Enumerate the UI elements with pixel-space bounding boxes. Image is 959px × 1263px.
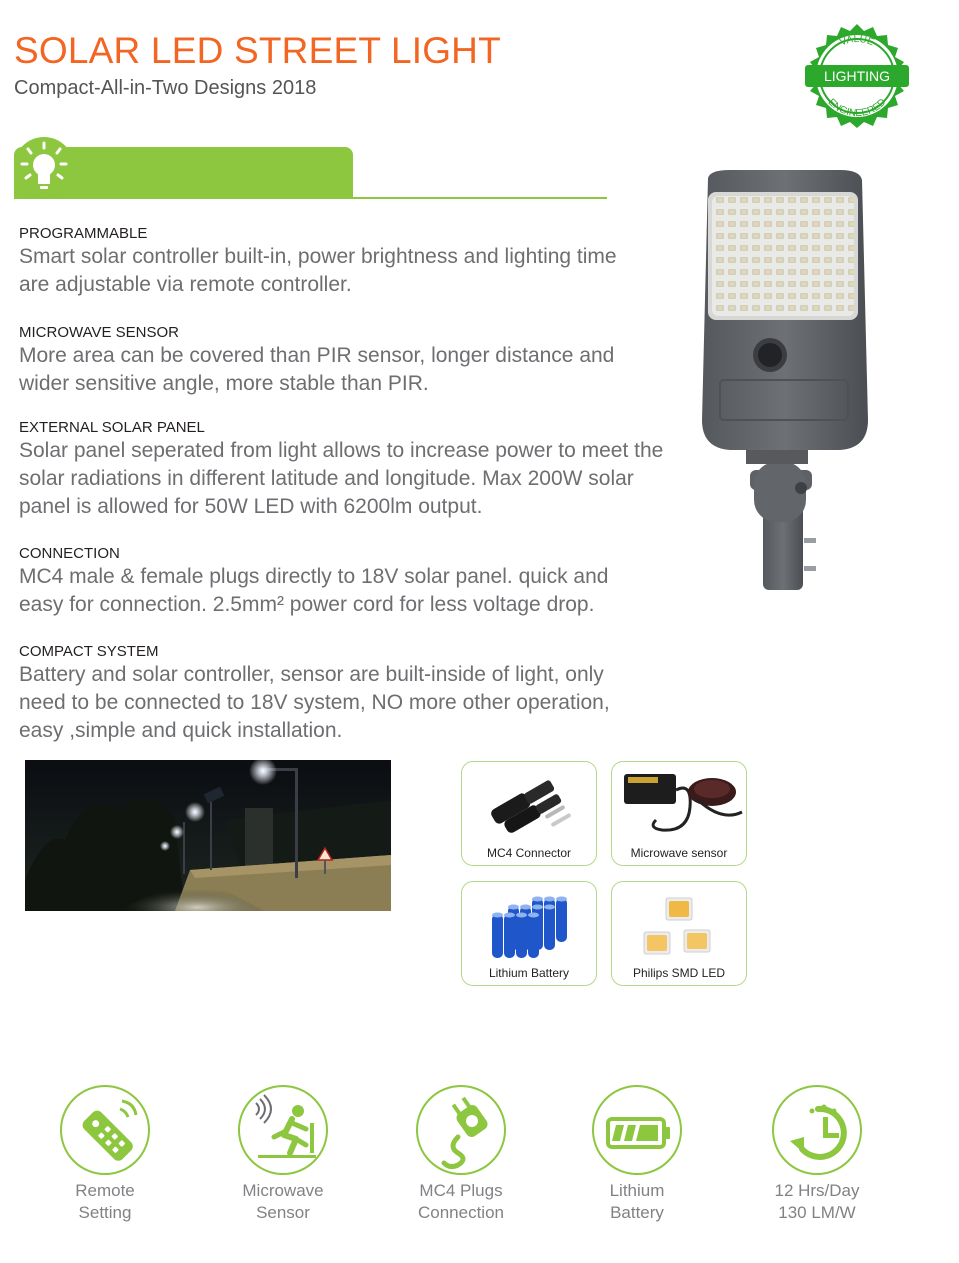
battery-cell-top — [508, 905, 519, 910]
feature-description: More area can be covered than PIR sensor, longer distance and wider sensitive angle, more stable than PIR. — [19, 344, 615, 395]
microwave-sensor-icon — [612, 762, 748, 842]
icon-label-line1: MC4 Plugs — [419, 1181, 503, 1200]
battery-cell — [528, 914, 539, 958]
feature-icon-microwave-sensor — [223, 1085, 343, 1224]
feature-connection — [19, 545, 679, 619]
mc4-connector-icon — [462, 762, 598, 842]
battery-cell-top — [532, 905, 543, 910]
feature-icon-lithium-battery — [577, 1085, 697, 1224]
icon-label-line1: 12 Hrs/Day — [774, 1181, 860, 1200]
component-caption: Lithium Battery — [488, 966, 570, 980]
smd-led-icon — [612, 882, 748, 966]
page-subtitle: Compact-All-in-Two Designs 2018 — [14, 77, 317, 99]
battery-cell-top — [516, 913, 527, 918]
component-tile-microwave-sensor — [611, 761, 747, 866]
battery-cell-top — [504, 913, 515, 918]
icon-label-line2: Battery — [610, 1203, 664, 1222]
component-caption: Microwave sensor — [630, 846, 728, 860]
light-bulb-icon — [14, 136, 74, 198]
battery-cell-top — [556, 897, 567, 902]
battery-cell-top — [528, 913, 539, 918]
feature-title: EXTERNAL SOLAR PANEL — [19, 419, 205, 436]
icon-circle — [238, 1085, 328, 1175]
feature-microwave-sensor — [19, 324, 679, 398]
battery-cell-top — [532, 897, 543, 902]
section-divider — [14, 197, 607, 199]
icon-label-line2: 130 LM/W — [778, 1203, 856, 1222]
street-night-photo — [25, 760, 391, 911]
feature-title: MICROWAVE SENSOR — [19, 324, 180, 341]
battery-cell — [516, 914, 527, 958]
icon-label-line1: Lithium — [609, 1181, 665, 1200]
icon-label-line2: Sensor — [256, 1203, 310, 1222]
page-title: SOLAR LED STREET LIGHT — [14, 30, 501, 71]
feature-description: Solar panel seperated from light allows to increase power to meet the solar radiations in different latitude and longitude. Max 200W solar panel is allowed for 50W LED with 6200lm output. — [19, 439, 664, 518]
icon-label-line2: Connection — [417, 1203, 504, 1222]
feature-description: MC4 male & female plugs directly to 18V solar panel. quick and easy for connection. 2.5mm² power cord for less voltage drop. — [19, 565, 609, 616]
feature-title: PROGRAMMABLE — [19, 225, 148, 242]
lithium-battery-icon — [462, 882, 598, 966]
icon-label-line2: Setting — [78, 1203, 132, 1222]
icon-label-line1: Remote — [75, 1181, 135, 1200]
icon-circle — [60, 1085, 150, 1175]
component-caption: Philips SMD LED — [632, 966, 726, 980]
plug-icon — [418, 1087, 506, 1175]
feature-title: CONNECTION — [19, 545, 120, 562]
value-lighting-engineered-badge — [801, 24, 913, 128]
battery-cell-top — [520, 905, 531, 910]
feature-icon-hours-lumens — [757, 1085, 877, 1224]
feature-icon-remote-setting — [45, 1085, 165, 1224]
icon-circle — [592, 1085, 682, 1175]
feature-programmable — [19, 225, 679, 299]
street-light-product-image — [690, 170, 880, 590]
battery-cell-top — [544, 897, 555, 902]
badge-bottom-text: ENGINEERED — [825, 96, 889, 120]
badge-center-text: LIGHTING — [823, 68, 891, 84]
component-tile-lithium-battery — [461, 881, 597, 986]
battery-cell — [556, 898, 567, 942]
motion-sensor-icon — [240, 1087, 328, 1175]
component-tile-mc4-connector — [461, 761, 597, 866]
badge-top-text: VALUE — [838, 33, 876, 49]
feature-title: COMPACT SYSTEM — [19, 643, 159, 660]
component-caption: MC4 Connector — [486, 846, 572, 860]
feature-description: Smart solar controller built-in, power brightness and lighting time are adjustable via remote controller. — [19, 245, 617, 296]
feature-icon-mc4-plugs — [401, 1085, 521, 1224]
feature-external-solar-panel — [19, 419, 679, 521]
icon-label-line1: Microwave — [242, 1181, 324, 1200]
battery-cell-top — [492, 913, 503, 918]
feature-description: Battery and solar controller, sensor are built-inside of light, only need to be connected to 18V system, NO more other operation, easy ,simple and quick installation. — [19, 663, 610, 742]
battery-cell-top — [544, 905, 555, 910]
battery-cell — [492, 914, 503, 958]
icon-circle — [416, 1085, 506, 1175]
icon-circle — [772, 1085, 862, 1175]
battery-cell — [504, 914, 515, 958]
feature-compact-system — [19, 643, 679, 745]
component-tile-smd-led — [611, 881, 747, 986]
clock-icon — [774, 1087, 862, 1175]
battery-cell — [544, 906, 555, 950]
remote-control-icon — [62, 1087, 150, 1175]
battery-icon — [594, 1087, 682, 1175]
